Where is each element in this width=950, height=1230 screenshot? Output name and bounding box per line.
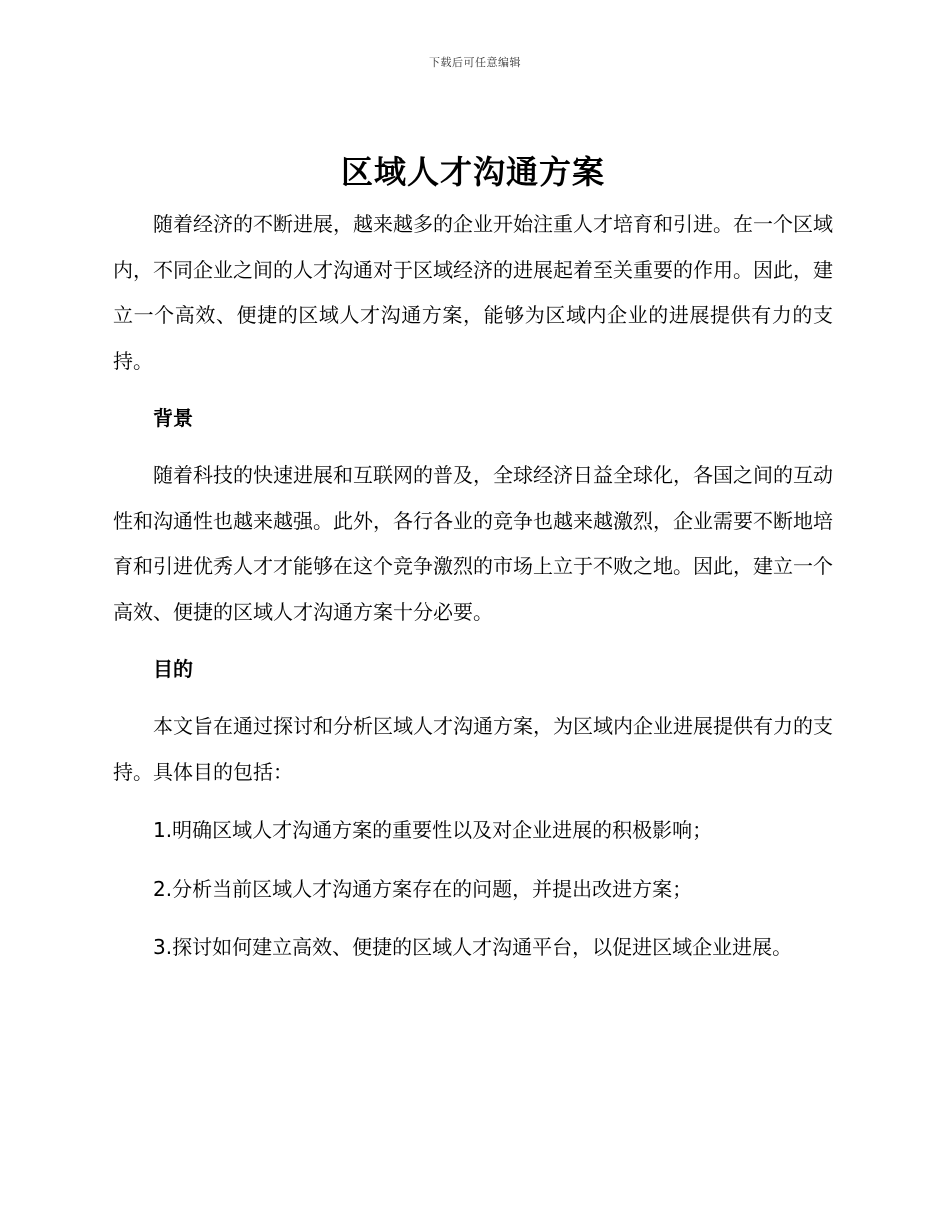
purpose-list-item: 1.明确区域人才沟通方案的重要性以及对企业进展的积极影响； [153,818,713,842]
intro-paragraph: 随着经济的不断进展，越来越多的企业开始注重人才培育和引进。在一个区域内，不同企业之间的人才沟通对于区域经济的进展起着至关重要的作用。因此，建立一个高效、便捷的区域人才沟通方案，能够为区域内企业的进展提供有力的支持。 [113,212,833,373]
header-note: 下载后可任意编辑 [429,56,521,69]
document-title: 区域人才沟通方案 [340,153,605,191]
purpose-list-item: 3.探讨如何建立高效、便捷的区域人才沟通平台，以促进区域企业进展。 [153,935,793,959]
purpose-paragraph: 本文旨在通过探讨和分析区域人才沟通方案，为区域内企业进展提供有力的支持。具体目的包括： [113,714,833,784]
section-heading-purpose: 目的 [153,657,193,681]
section-heading-background: 背景 [153,406,193,430]
background-paragraph: 随着科技的快速进展和互联网的普及，全球经济日益全球化，各国之间的互动性和沟通性也越来越强。此外，各行各业的竞争也越来越激烈，企业需要不断地培育和引进优秀人才才能够在这个竞争激烈的市场上立于不败之地。因此，建立一个高效、便捷的区域人才沟通方案十分必要。 [113,463,833,624]
purpose-list-item: 2.分析当前区域人才沟通方案存在的问题，并提出改进方案； [153,876,693,901]
document-content [113,148,833,984]
